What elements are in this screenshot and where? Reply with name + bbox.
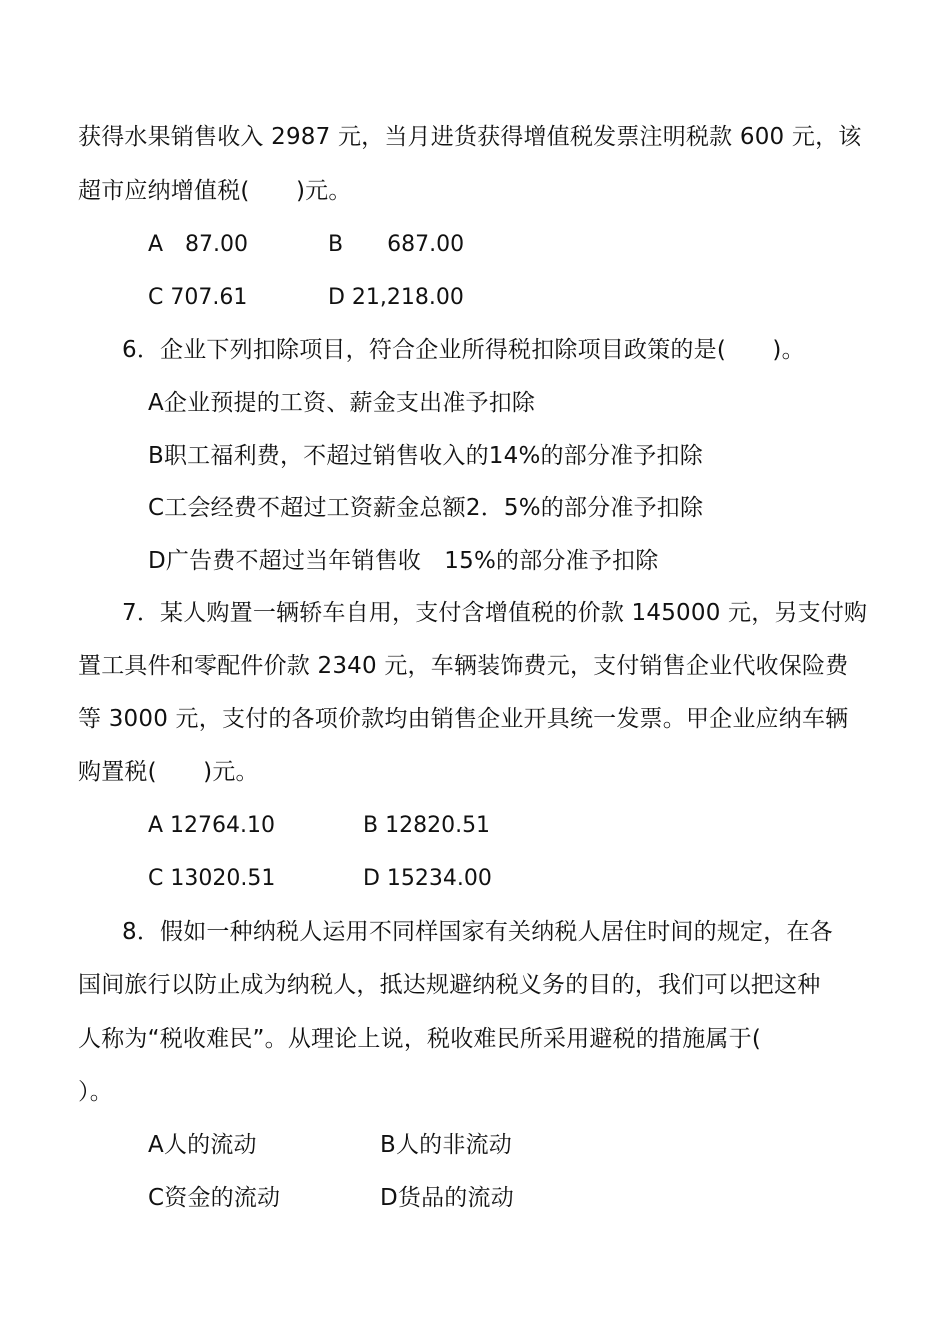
q6-option-a: A企业预提的工资、薪金支出准予扣除 [148,390,536,416]
q5-text-line-2: 超市应纳增值税( )元。 [78,178,352,204]
q8-text-line-3: 人称为“税收难民”。从理论上说，税收难民所采用避税的措施属于( [78,1026,762,1052]
q8-option-b: B人的非流动 [380,1132,512,1158]
q5-option-c: C 707.61 [148,285,248,310]
q6-option-b: B职工福利费，不超过销售收入的14%的部分准予扣除 [148,443,703,469]
q8-text-line-4: ）。 [78,1079,113,1105]
q6-stem: 6．企业下列扣除项目，符合企业所得税扣除项目政策的是( )。 [122,337,805,363]
q8-option-d: D货品的流动 [380,1185,514,1211]
q7-text-line-4: 购置税( )元。 [78,759,259,785]
q7-option-d: D 15234.00 [363,866,492,891]
q5-option-b: B 687.00 [328,232,465,257]
q8-text-line-1: 8．假如一种纳税人运用不同样国家有关纳税人居住时间的规定，在各 [122,919,833,945]
q7-option-b: B 12820.51 [363,813,491,838]
q5-option-a: A 87.00 [148,232,249,257]
q7-text-line-1: 7．某人购置一辆轿车自用，支付含增值税的价款 145000 元，另支付购 [122,600,868,626]
q8-text-line-2: 国间旅行以防止成为纳税人，抵达规避纳税义务的目的，我们可以把这种 [78,972,821,998]
q7-option-a: A 12764.10 [148,813,276,838]
q6-option-d: D广告费不超过当年销售收 15%的部分准予扣除 [148,548,659,574]
q8-option-a: A人的流动 [148,1132,257,1158]
q6-option-c: C工会经费不超过工资薪金总额2．5%的部分准予扣除 [148,495,704,521]
q8-option-c: C资金的流动 [148,1185,281,1211]
q7-text-line-2: 置工具件和零配件价款 2340 元，车辆装饰费元，支付销售企业代收保险费 [78,653,849,679]
q5-text-line-1: 获得水果销售收入 2987 元，当月进货获得增值税发票注明税款 600 元，该 [78,124,862,150]
q5-option-d: D 21,218.00 [328,285,464,310]
q7-option-c: C 13020.51 [148,866,276,891]
q7-text-line-3: 等 3000 元，支付的各项价款均由销售企业开具统一发票。甲企业应纳车辆 [78,706,849,732]
